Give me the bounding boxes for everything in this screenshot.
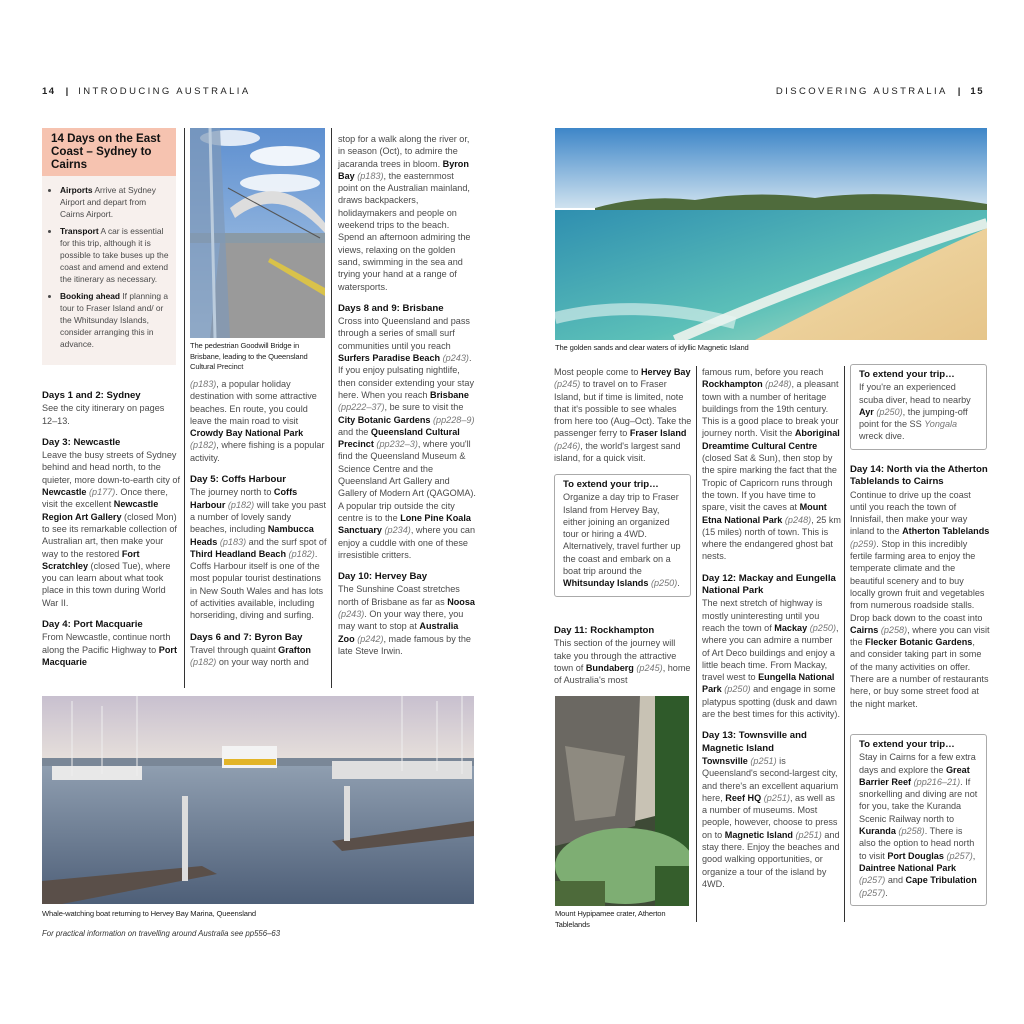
day-1-2-sydney: Days 1 and 2: Sydney See the city itinerary on pages 12–13. <box>42 390 165 426</box>
day-14-atherton-cairns: Day 14: North via the Atherton Tablelands to Cairns Continue to drive up the coast until you reach the town of Innisfail, then make your way inland to the Atherton Tablelands (p259). Stop in this incredibly fertile farming area to enjoy the temperate climate and the beautiful scenery and to buy locally grown fruit and vegetables from numerous roadside stalls. Drop back down to the coast into Cairns (p258), where you can visit the Flecker Botanic Gardens, and consider taking part in some of the many activities on offer. There are a number of restaurants here, or buy some street food at the night market. <box>850 464 990 709</box>
column-5 <box>702 366 842 900</box>
running-head-left: 14 | INTRODUCING AUSTRALIA <box>42 86 251 97</box>
column-2 <box>190 378 328 679</box>
section-title-left: INTRODUCING AUSTRALIA <box>78 86 251 97</box>
photo-mount-hypipamee-crater <box>555 696 689 906</box>
day-11-rockhampton: Day 11: Rockhampton This section of the journey will take you through the attractive town of Bundaberg (p245), home of Australia's most <box>554 625 691 686</box>
column-3 <box>338 133 476 667</box>
day-6-7-continued: stop for a walk along the river or, in season (Oct), to admire the jacaranda trees in bloom. Byron Bay (p183), the easternmost point on the Australian mainland, draws backpackers, holidaymakers and people on weekend trips to the beach. Spend an afternoon admiring the views, relaxing on the golden sand, swimming in the sea and trying your hand at a range of watersports. <box>338 134 471 292</box>
running-head-right: DISCOVERING AUSTRALIA | 15 <box>775 86 984 97</box>
column-1 <box>42 390 180 678</box>
extend-trip-box-fraser: To extend your trip… Organize a day trip to Fraser Island from Hervey Bay, either joining an organized tour or hiring a 4WD. Alternatively, travel further up the coast and embark on a boat trip around the Whitsunday Islands (p250). <box>554 474 691 597</box>
day-13-townsville-magnetic-island: Day 13: Townsville and Magnetic Island Townsville (p251) is Queensland's second-largest city, and there's an excellent aquarium here, Reef HQ (p251), as well as a number of museums. Most people, however, choose to press on to Magnetic Island (p251) and stay there. Enjoy the beaches and good walking opportunities, or organize a tour of the island by 4WD. <box>702 730 840 889</box>
sidebar-list <box>42 176 176 365</box>
column-divider <box>696 366 697 922</box>
day-4-port-macquarie: Day 4: Port Macquarie From Newcastle, continue north along the Pacific Highway to Port Macquarie <box>42 619 177 667</box>
column-6 <box>850 464 990 720</box>
day-10-continued: Most people come to Hervey Bay (p245) to travel on to Fraser Island, but if time is limited, note that it's possible to see whales from here too (Aug–Oct). Take the passenger ferry to Fraser Island (p246), the world's largest sand island, for a quick visit. <box>554 367 692 464</box>
page-number-14: 14 <box>42 86 56 97</box>
column-divider <box>331 128 332 688</box>
column-4 <box>554 366 694 474</box>
sidebar-item-airports: • Airports Arrive at Sydney Airport and depart from Cairns Airport. <box>60 184 170 220</box>
sidebar-item-transport: • Transport A car is essential for this trip, although it is possible to take buses up the coast and amend and extend the itinerary as necessary. <box>60 225 170 285</box>
day-6-7-byron-bay: Days 6 and 7: Byron Bay Travel through quaint Grafton (p182) on your way north and <box>190 631 311 668</box>
caption-goodwill-bridge: The pedestrian Goodwill Bridge in Brisbane, leading to the Queensland Cultural Precinct <box>190 341 308 371</box>
footnote-practical-info: For practical information on travelling around Australia see pp556–63 <box>42 929 281 938</box>
itinerary-sidebar <box>42 128 176 365</box>
photo-hervey-bay-marina <box>42 696 474 904</box>
day-4-continued: (p183), a popular holiday destination with some attractive beaches. En route, you could leave the main road to visit Crowdy Bay National Park (p182), where fishing is a popular activity. <box>190 379 325 463</box>
caption-hervey-bay-marina: Whale-watching boat returning to Hervey Bay Marina, Queensland <box>42 909 256 918</box>
day-12-mackay-eungella: Day 12: Mackay and Eungella National Park The next stretch of highway is mostly uninteresting until you reach the town of Mackay (p250), where you can admire a number of Art Deco buildings and enjoy a little beach time. From Mackay, travel west to Eungella National Park (p250) and engage in some platypus spotting (dusk and dawn are the best times for this activity). <box>702 572 840 720</box>
day-5-coffs-harbour: Day 5: Coffs Harbour The journey north to Coffs Harbour (p182) will take you past a number of lovely sandy beaches, including Nambucca Heads (p183) and the surf spot of Third Headland Beach (p182). Coffs Harbour itself is one of the most popular tourist destinations in New South Wales and has lots of activities available, including horseriding, diving and surfing. <box>190 474 327 621</box>
column-divider <box>184 128 185 688</box>
extend-trip-box-ayr: To extend your trip… If you're an experienced scuba diver, head to nearby Ayr (p250), the jumping-off point for the SS Yongala wreck dive. <box>850 364 987 450</box>
right-page <box>512 0 1024 1024</box>
day-8-9-brisbane: Days 8 and 9: Brisbane Cross into Queensland and pass through a series of small surf communities until you reach Surfers Paradise Beach (p243). If you enjoy pulsating nightlife, then consider extending your stay here. When you reach Brisbane (pp222–37), be sure to visit the City Botanic Gardens (pp228–9) and the Queensland Cultural Precinct (pp232–3), where you'll find the Queensland Museum & Science Centre and the Queensland Art Gallery and Gallery of Modern Art (QAGOMA). A popular trip outside the city centre is to the Lone Pine Koala Sanctuary (p234), where you can enjoy a cuddle with one of these irresistible critters. <box>338 302 476 560</box>
page-number-15: 15 <box>970 86 984 97</box>
caption-mount-hypipamee: Mount Hypipamee crater, Atherton Tablelands <box>555 909 666 929</box>
column-4b <box>554 625 694 696</box>
sidebar-item-booking: • Booking ahead If planning a tour to Fraser Island and/ or the Whitsunday Islands, consider arranging this in advance. <box>60 290 170 350</box>
sidebar-title: 14 Days on the East Coast – Sydney to Cairns <box>42 128 176 176</box>
photo-magnetic-island-beach <box>555 128 987 340</box>
caption-magnetic-island: The golden sands and clear waters of idyllic Magnetic Island <box>555 343 749 352</box>
day-3-newcastle: Day 3: Newcastle Leave the busy streets of Sydney behind and head north, to the quieter, more down-to-earth city of Newcastle (p177). Once there, visit the excellent Newcastle Region Art Gallery (closed Mon) to see its remarkable collection of Australian art, then make your way to the restored Fort Scratchley (closed Tue), where you can learn about what took place in this town during World War II. <box>42 436 180 608</box>
day-10-hervey-bay: Day 10: Hervey Bay The Sunshine Coast stretches north of Brisbane as far as Noosa (p243). On your way there, you may want to stop at Australia Zoo (p242), made famous by the late Steve Irwin. <box>338 571 475 656</box>
section-title-right: DISCOVERING AUSTRALIA <box>775 86 948 97</box>
photo-goodwill-bridge <box>190 128 325 338</box>
extend-trip-box-cairns: To extend your trip… Stay in Cairns for a few extra days and explore the Great Barrier Reef (pp216–21). If snorkelling and diving are not for you, take the Kuranda Scenic Railway north to Kuranda (p258). There is also the option to head north to visit Port Douglas (p257), Daintree National Park (p257) and Cape Tribulation (p257). <box>850 734 987 906</box>
day-11-continued: famous rum, before you reach Rockhampton (p248), a pleasant town with a number of heritage buildings from the 19th century. This is a good place to break your journey north. Visit the Aboriginal Dreamtime Cultural Centre (closed Sat & Sun), then stop by the spire marking the fact that the Tropic of Capricorn runs through the town. If you have time to spare, visit the caves at Mount Etna National Park (p248), 25 km (15 miles) north of town. This is where the endangered ghost bat nests. <box>702 367 842 562</box>
column-divider <box>844 366 845 922</box>
